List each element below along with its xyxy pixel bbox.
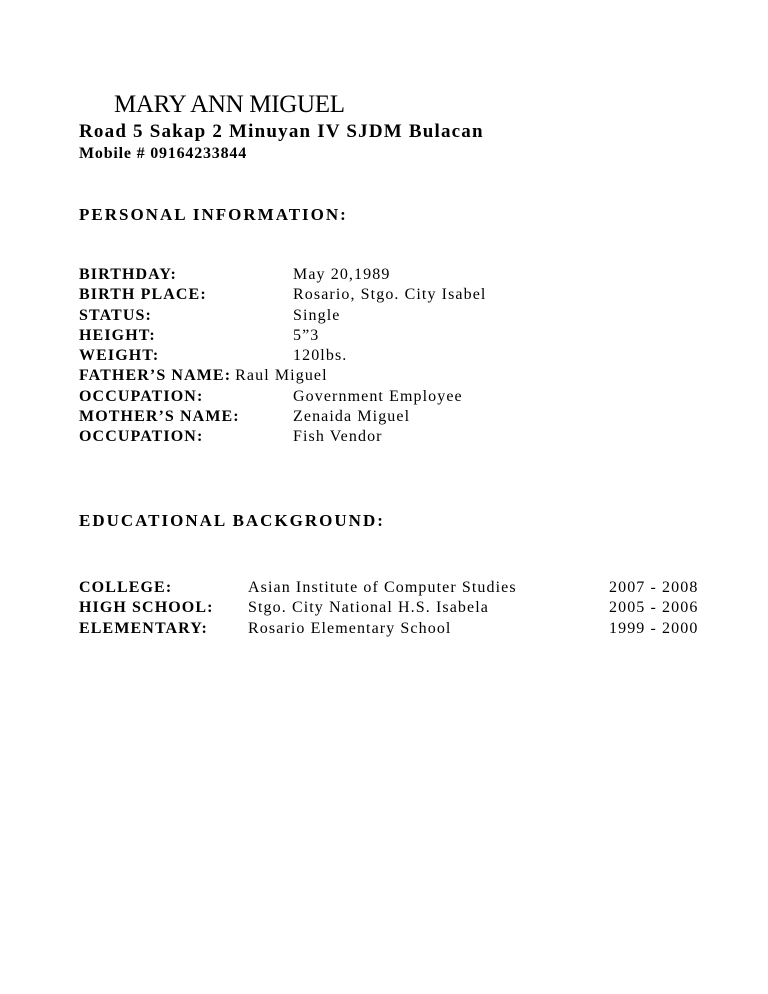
info-value: Zenaida Miguel: [293, 408, 411, 426]
education-level: HIGH SCHOOL:: [79, 599, 214, 617]
info-label: BIRTH PLACE:: [79, 286, 207, 304]
info-value: Fish Vendor: [293, 428, 383, 446]
info-label: OCCUPATION:: [79, 387, 204, 405]
applicant-address: Road 5 Sakap 2 Minuyan IV SJDM Bulacan: [79, 121, 484, 142]
info-value: 5”3: [293, 326, 320, 344]
info-row-father-occupation: [79, 387, 639, 407]
info-row-birthday: [79, 265, 639, 285]
info-label: FATHER’S NAME:: [79, 367, 232, 385]
info-value: Single: [293, 306, 341, 324]
info-value: Government Employee: [293, 387, 463, 405]
info-value: Raul Miguel: [235, 367, 328, 385]
education-row-high-school: [79, 598, 719, 618]
education-school: Rosario Elementary School: [248, 619, 452, 637]
applicant-name: MARY ANN MIGUEL: [114, 91, 345, 118]
info-label: WEIGHT:: [79, 347, 160, 365]
info-row-fathers-name: [79, 366, 639, 386]
educational-background-list: [79, 578, 719, 639]
info-label: BIRTHDAY:: [79, 266, 177, 283]
info-row-birth-place: [79, 285, 639, 305]
education-row-elementary: [79, 619, 719, 639]
info-label: OCCUPATION:: [79, 428, 204, 446]
personal-information-list: [79, 265, 639, 448]
personal-information-heading: PERSONAL INFORMATION:: [79, 205, 348, 224]
info-row-height: [79, 326, 639, 346]
info-value: May 20,1989: [293, 266, 391, 283]
education-years: 1999 - 2000: [609, 619, 699, 637]
info-value: Rosario, Stgo. City Isabel: [293, 286, 487, 304]
education-level: ELEMENTARY:: [79, 619, 208, 637]
education-school: Stgo. City National H.S. Isabela: [248, 599, 489, 617]
info-label: HEIGHT:: [79, 326, 156, 344]
info-label: MOTHER’S NAME:: [79, 408, 240, 426]
info-row-mother-occupation: [79, 427, 639, 447]
info-row-mothers-name: [79, 407, 639, 427]
education-school: Asian Institute of Computer Studies: [248, 579, 517, 596]
info-label: STATUS:: [79, 306, 152, 324]
info-value: 120lbs.: [293, 347, 348, 365]
education-years: 2007 - 2008: [609, 579, 699, 596]
applicant-mobile: Mobile # 09164233844: [79, 145, 247, 162]
info-row-status: [79, 306, 639, 326]
education-years: 2005 - 2006: [609, 599, 699, 617]
info-row-weight: [79, 346, 639, 366]
education-level: COLLEGE:: [79, 579, 173, 596]
education-row-college: [79, 578, 719, 598]
educational-background-heading: EDUCATIONAL BACKGROUND:: [79, 511, 385, 530]
